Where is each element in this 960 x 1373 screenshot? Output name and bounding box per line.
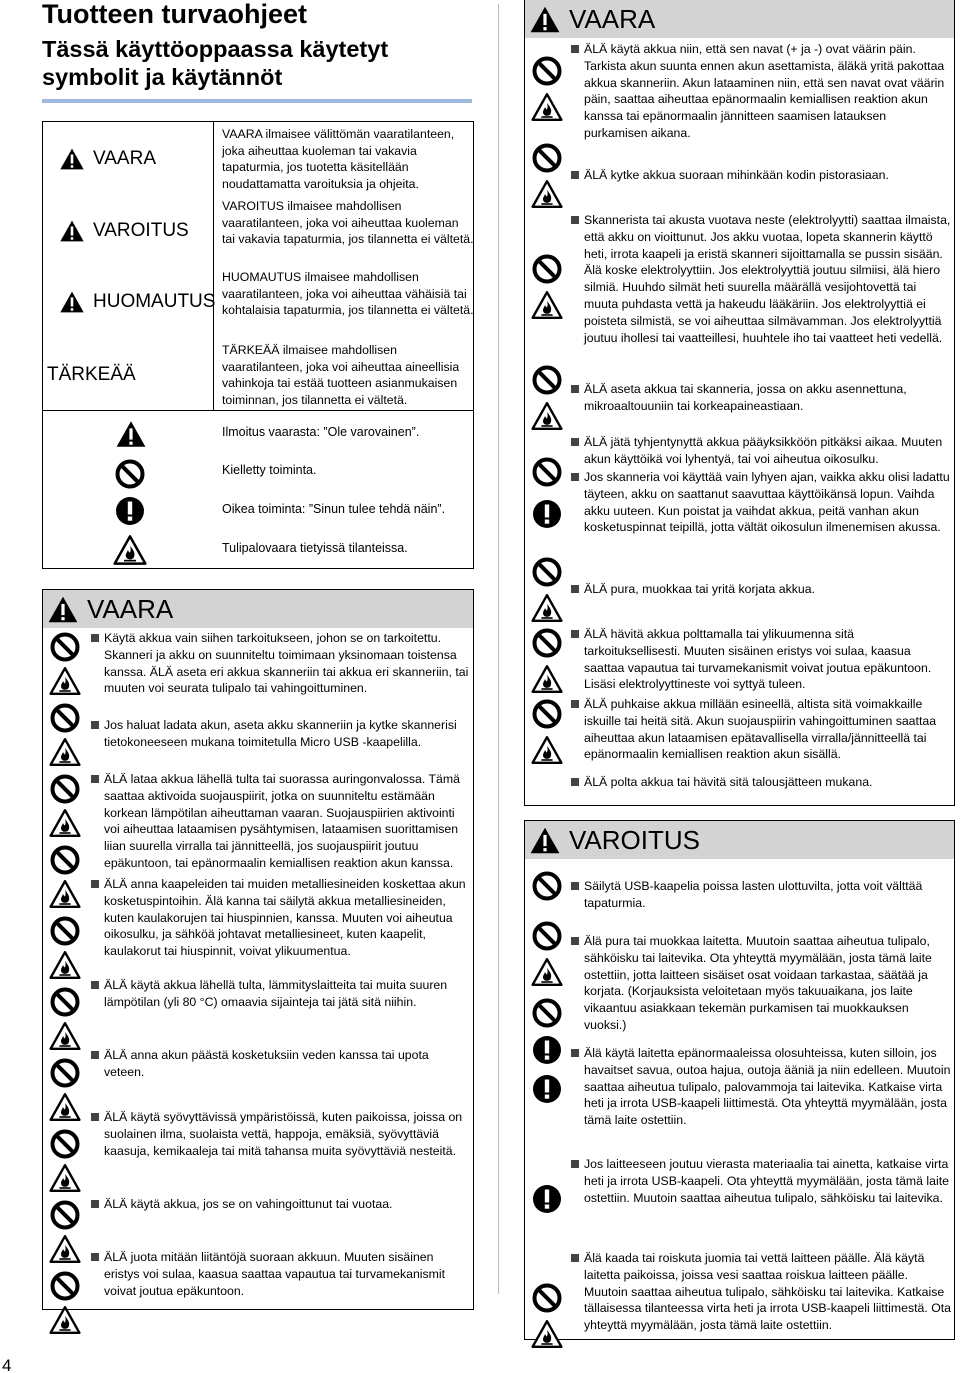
symbol-definition: Kielletty toiminta. — [222, 463, 317, 477]
prohibited-icon — [115, 459, 145, 489]
list-item — [91, 1109, 471, 1159]
item-text: Jos haluat ladata akun, aseta akku skanneriin ja kytke skannerisi tietokoneeseen mukana toimitetulla Micro USB -kaapelilla. — [104, 718, 457, 749]
fire-hazard-icon — [531, 290, 563, 320]
symbol-definition: Oikea toiminta: ”Sinun tulee tehdä näin”. — [222, 502, 446, 516]
fire-hazard-icon — [49, 1234, 81, 1264]
bullet — [91, 1051, 99, 1059]
table-divider — [43, 410, 473, 411]
item-text: ÄLÄ käytä akkua lähellä tulta, lämmityslaitteita tai muita suuren lämpötilan (yli 80 °C) omaavia sijainteja tai jätä sitä niihin. — [104, 978, 448, 1009]
bullet — [571, 1254, 579, 1262]
danger-banner — [43, 590, 473, 628]
item-text: ÄLÄ käytä akkua, jos se on vahingoittunut tai vuotaa. — [104, 1197, 393, 1211]
signal-description: HUOMAUTUS ilmaisee mahdollisen vaaratilanteen, joka voi aiheuttaa vähäisiä tai kohtalaisia tapaturmia, jos tilannetta ei vältetä. — [222, 270, 474, 317]
warning-triangle-icon — [59, 290, 85, 314]
item-text: Jos skanneria voi käyttää vain lyhyen ajan, vaikka akku olisi ladattu täyteen, akku on saattanut saavuttaa käyttöikänsä lopun. Vaihda akku uuteen. Kun poistat ja vaihdat akkua, peitä vanhan akun kosketuspinnat teipillä, jotta vältät oikosulun ilmenemisen akussa. — [584, 470, 950, 535]
banner-title: VAARA — [87, 593, 174, 624]
list-item — [571, 696, 951, 763]
item-text: ÄLÄ hävitä akkua polttamalla tai ylikuumenna sitä tarkoituksellisesti. Muuten sisäinen eristys voi sulaa, kaasua saattaa vapautua tai turvamekanismit voivat joutua epäkuntoon. Lisäsi elektrolyyttineste voi syttyä tuleen. — [584, 627, 932, 692]
bullet — [91, 721, 99, 729]
list-item — [571, 212, 951, 346]
signal-description: VAARA ilmaisee välittömän vaaratilanteen, joka aiheuttaa kuoleman tai vakavia tapaturmia, jos tuotetta käsitellään noudattamatta varoituksia ja ohjeita. — [222, 127, 455, 191]
mandatory-action-icon — [532, 1035, 562, 1065]
list-item — [571, 469, 951, 536]
symbol-definition: Ilmoitus vaarasta: ”Ole varovainen”. — [222, 425, 420, 439]
fire-hazard-icon — [113, 534, 147, 566]
item-text: ÄLÄ pura, muokkaa tai yritä korjata akkua. — [584, 582, 816, 596]
warning-banner — [525, 821, 954, 859]
bullet — [91, 1113, 99, 1121]
item-text: Käytä akkua vain siihen tarkoitukseen, johon se on tarkoitettu. Skanneri ja akku on suunniteltu toimimaan yksinomaan toistensa kanssa. ÄLÄ aseta eri akkua skanneriin tai akkua eri skanneriin, tai muuten voi seurata tulipalo tai vahingoittuminen. — [104, 631, 469, 696]
list-item — [571, 381, 951, 415]
signal-danger — [59, 145, 156, 173]
signal-description: TÄRKEÄÄ ilmaisee mahdollisen vaaratilanteen, joka voi aiheuttaa aineellisia vahinkoja tai estää tuotteen asianmukaisen toiminnan, jos tilannetta ei vältetä. — [222, 343, 460, 407]
item-text: Säilytä USB-kaapelia poissa lasten ulottuvilta, jotta voit välttää tapaturmia. — [584, 879, 923, 910]
list-item — [91, 630, 471, 697]
bullet — [571, 216, 579, 224]
bullet — [91, 634, 99, 642]
signal-word: VAROITUS — [93, 220, 189, 241]
prohibited-icon — [532, 998, 562, 1028]
prohibited-icon — [50, 774, 80, 804]
list-item — [91, 771, 471, 872]
fire-hazard-icon — [49, 737, 81, 767]
list-item — [91, 1047, 471, 1081]
prohibited-icon — [532, 871, 562, 901]
danger-box-right — [524, 0, 955, 806]
list-item — [571, 933, 951, 1034]
prohibited-icon — [50, 987, 80, 1017]
warning-triangle-icon — [59, 219, 85, 243]
signal-important — [47, 361, 136, 389]
banner-title: VAROITUS — [569, 824, 700, 855]
bullet — [571, 45, 579, 53]
item-text: Älä kaada tai roiskuta juomia tai vettä laitteen päälle. Älä käytä laitetta paikoissa, joissa vesi saattaa roiskua laitteen päälle. Muutoin saattaa aiheutua tulipalo, sähköisku tai laitevika. Katkaise tällaisessa tilanteessa virta heti ja irrota USB-kaapeli liittimestä. Ota yhteyttä myymälään, josta tämä laite ostettiin. — [584, 1251, 952, 1333]
bullet — [571, 171, 579, 179]
list-item — [571, 878, 951, 912]
item-text: ÄLÄ käytä akkua niin, että sen navat (+ ja -) ovat väärin päin. Tarkista akun suunta ennen akun asettamista, äläkä yritä pakottaa akkua skanneriin. Akun lataaminen niin, että sen navat ovat väärin päin, saattaa aiheuttaa epänormaalin kemiallisen reaktion akun kanssa tai epänormaalin jännitteen saamisen latauksen purkamisen aikana. — [584, 42, 945, 140]
fire-hazard-icon — [49, 1305, 81, 1335]
bullet — [571, 585, 579, 593]
warning-triangle-icon — [47, 595, 79, 624]
prohibited-icon — [532, 457, 562, 487]
mandatory-action-icon — [532, 1074, 562, 1104]
prohibited-icon — [50, 1200, 80, 1230]
bullet — [571, 1160, 579, 1168]
fire-hazard-icon — [531, 401, 563, 431]
heading-rule — [42, 99, 472, 103]
item-text: Älä käytä laitetta epänormaaleissa olosuhteissa, kuten silloin, jos havaitset savua, outoa hajua, outoja ääniä ja niin edelleen. Muutoin saattaa aiheutua tulipalo, palovammoja tai laitevika. Katkaise virta heti ja irrota USB-kaapeli liittimestä. Ota yhteyttä myymälään, josta tämä laite ostettiin. — [584, 1046, 951, 1128]
bullet — [91, 1253, 99, 1261]
list-item — [91, 1249, 471, 1299]
prohibited-icon — [50, 916, 80, 946]
prohibited-icon — [532, 365, 562, 395]
danger-box-left — [42, 589, 474, 1310]
signal-caution — [59, 288, 215, 316]
bullet — [571, 630, 579, 638]
item-text: ÄLÄ anna akun päästä kosketuksiin veden kanssa tai upota veteen. — [104, 1048, 429, 1079]
warning-box — [524, 820, 955, 1340]
bullet — [91, 880, 99, 888]
warning-triangle-icon — [529, 826, 561, 855]
bullet — [571, 385, 579, 393]
page-title: Tuotteen turvaohjeet — [42, 0, 308, 29]
fire-hazard-icon — [531, 593, 563, 623]
item-text: Älä pura tai muokkaa laitetta. Muutoin saattaa aiheutua tulipalo, sähköisku tai laitevika. Ota yhteyttä myymälään, josta tämä laite ostettiin, jotta laitteen sisäiset osat voidaan tarkastaa, säätää ja korjata. (Korjauksista veloitetaan myös takuuaikana, jos laite vikaantuu asiakkaan tekemän purkamisen tai muokkauksen vuoksi.) — [584, 934, 932, 1032]
list-item — [571, 774, 951, 791]
table-divider — [213, 122, 214, 410]
bullet — [571, 1049, 579, 1057]
prohibited-icon — [532, 1283, 562, 1313]
item-text: ÄLÄ juota mitään liitäntöjä suoraan akkuun. Muuten sisäinen eristys voi sulaa, kaasua saattaa vapautua tai turvamekanismit voivat joutua epäkuntoon. — [104, 1250, 446, 1298]
list-item — [571, 1250, 951, 1334]
fire-hazard-icon — [531, 92, 563, 122]
list-item — [571, 41, 951, 142]
bullet — [91, 775, 99, 783]
item-text: ÄLÄ lataa akkua lähellä tulta tai suorassa auringonvalossa. Tämä saattaa aktivoida suojauspiirit, jotka on suunniteltu estämään korkean lämpötilan aiheuttaman vaaran. Suojauspiirien aktivointi voi aiheuttaa lataamisen pysähtymisen, lataamisen suorittamisen liian suurella virralla tai jännitteellä, jos suojauspiirit joutuu epäkuntoon, tai epänormaalin kemiallisen reaktion akun kanssa. — [104, 772, 460, 870]
prohibited-icon — [50, 703, 80, 733]
fire-hazard-icon — [531, 957, 563, 987]
prohibited-icon — [532, 143, 562, 173]
list-item — [571, 1156, 951, 1206]
danger-banner — [525, 0, 954, 38]
prohibited-icon — [532, 628, 562, 658]
warning-triangle-icon — [115, 419, 147, 449]
item-text: ÄLÄ anna kaapeleiden tai muiden metalliesineiden koskettaa akun kosketuspintoihin. Älä kanna tai säilytä akkua metalliesineiden, kuten kaulakorujen tai hiuspinnien, kanssa. Muuten voi aiheutua oikosulku, ja sähköä johtavat metalliesineet, kuten kaapelit, kaulakorut tai hiuspinnit, voivat ylikuumentua. — [104, 877, 466, 959]
prohibited-icon — [532, 254, 562, 284]
fire-hazard-icon — [49, 808, 81, 838]
list-item — [571, 167, 951, 184]
fire-hazard-icon — [531, 1319, 563, 1349]
fire-hazard-icon — [531, 735, 563, 765]
list-item — [571, 434, 951, 468]
item-text: ÄLÄ polta akkua tai hävitä sitä talousjätteen mukana. — [584, 775, 873, 789]
fire-hazard-icon — [49, 950, 81, 980]
item-text: ÄLÄ puhkaise akkua millään esineellä, altista sitä voimakkaille iskuille tai heitä sitä. Akun suojauspiirin vahingoittuminen saattaa aiheuttaa akun lataamisen epätavallisella virralla/jännitteellä tai epänormaalin kemiallisen reaktion akun sisällä. — [584, 697, 937, 762]
prohibited-icon — [50, 1129, 80, 1159]
list-item — [571, 581, 951, 598]
column-divider — [498, 4, 499, 1294]
item-text: ÄLÄ kytke akkua suoraan mihinkään kodin pistorasiaan. — [584, 168, 889, 182]
prohibited-icon — [50, 1058, 80, 1088]
fire-hazard-icon — [531, 664, 563, 694]
bullet — [571, 778, 579, 786]
bullet — [571, 438, 579, 446]
signal-description: VAROITUS ilmaisee mahdollisen vaaratilanteen, joka voi aiheuttaa kuoleman tai vakavia tapaturmia, jos tilannetta ei vältetä. — [222, 199, 474, 246]
mandatory-action-icon — [115, 496, 145, 526]
bullet — [571, 937, 579, 945]
bullet — [571, 882, 579, 890]
item-text: ÄLÄ jätä tyhjentynyttä akkua pääyksikköön pitkäksi aikaa. Muuten akun käyttöikä voi lyhentyä, tai voi aiheutua oikosulku. — [584, 435, 943, 466]
bullet — [571, 700, 579, 708]
signal-warning — [59, 217, 189, 245]
prohibited-icon — [50, 845, 80, 875]
fire-hazard-icon — [49, 879, 81, 909]
warning-triangle-icon — [529, 5, 561, 34]
fire-hazard-icon — [49, 1092, 81, 1122]
fire-hazard-icon — [49, 1021, 81, 1051]
fire-hazard-icon — [531, 179, 563, 209]
signal-word: VAARA — [93, 148, 157, 169]
list-item — [571, 1045, 951, 1129]
symbol-definition: Tulipalovaara tietyissä tilanteissa. — [222, 541, 408, 555]
item-text: Skannerista tai akusta vuotava neste (elektrolyytti) saattaa ilmaista, että akku on vioittunut. Jos akku vuotaa, lopeta skannerin käyttö heti, irrota kaapeli ja eristä skanneri sijoittamalla se pussin sisään. Älä koske elektrolyyttiin. Jos elektrolyyttiä joutuu silmiisi, älä hiero silmiä. Huuhdo silmät heti suurella määrällä vesijohtovettä tai muuta puhdasta vettä ja hakeudu lääkäriin. Jos elektrolyyttiä ei poisteta silmistä, se voi aiheuttaa silmävamman. Jos elektrolyyttiä joutuu ihollesi tai vaatteillesi, huuhtele iho tai vaatteet heti vedellä. — [584, 213, 951, 345]
prohibited-icon — [50, 1271, 80, 1301]
page-number: 4 — [2, 1356, 12, 1373]
signal-word: HUOMAUTUS — [93, 291, 216, 312]
bullet — [91, 981, 99, 989]
mandatory-action-icon — [532, 1184, 562, 1214]
prohibited-icon — [532, 699, 562, 729]
banner-title: VAARA — [569, 3, 656, 34]
warning-triangle-icon — [59, 147, 85, 171]
mandatory-action-icon — [532, 499, 562, 529]
fire-hazard-icon — [49, 666, 81, 696]
signal-word: TÄRKEÄÄ — [47, 364, 136, 385]
list-item — [571, 626, 951, 693]
symbols-table — [42, 121, 474, 569]
list-item — [91, 876, 471, 960]
item-text: ÄLÄ käytä syövyttävissä ympäristöissä, kuten paikoissa, joissa on suolainen ilma, suolaista vettä, happoja, emäksiä, syövyttäviä kaasuja, kemikaaleja tai mitä tahansa muita syövyttäviä nesteitä. — [104, 1110, 463, 1158]
prohibited-icon — [50, 632, 80, 662]
prohibited-icon — [532, 56, 562, 86]
prohibited-icon — [532, 557, 562, 587]
section-heading: Tässä käyttöoppaassa käytetyt symbolit ja käytännöt — [42, 36, 389, 90]
list-item — [91, 717, 471, 751]
bullet — [571, 473, 579, 481]
list-item — [91, 977, 471, 1011]
list-item — [91, 1196, 471, 1213]
item-text: ÄLÄ aseta akkua tai skanneria, jossa on akku asennettuna, mikroaaltouuniin tai korkeapaineastiaan. — [584, 382, 907, 413]
item-text: Jos laitteeseen joutuu vierasta materiaalia tai ainetta, katkaise virta heti ja irrota USB-kaapeli. Ota yhteyttä myymälään, josta tämä laite ostettiin. Muutoin saattaa aiheutua tulipalo, sähköisku tai laitevika. — [584, 1157, 949, 1205]
fire-hazard-icon — [49, 1163, 81, 1193]
bullet — [91, 1200, 99, 1208]
prohibited-icon — [532, 921, 562, 951]
